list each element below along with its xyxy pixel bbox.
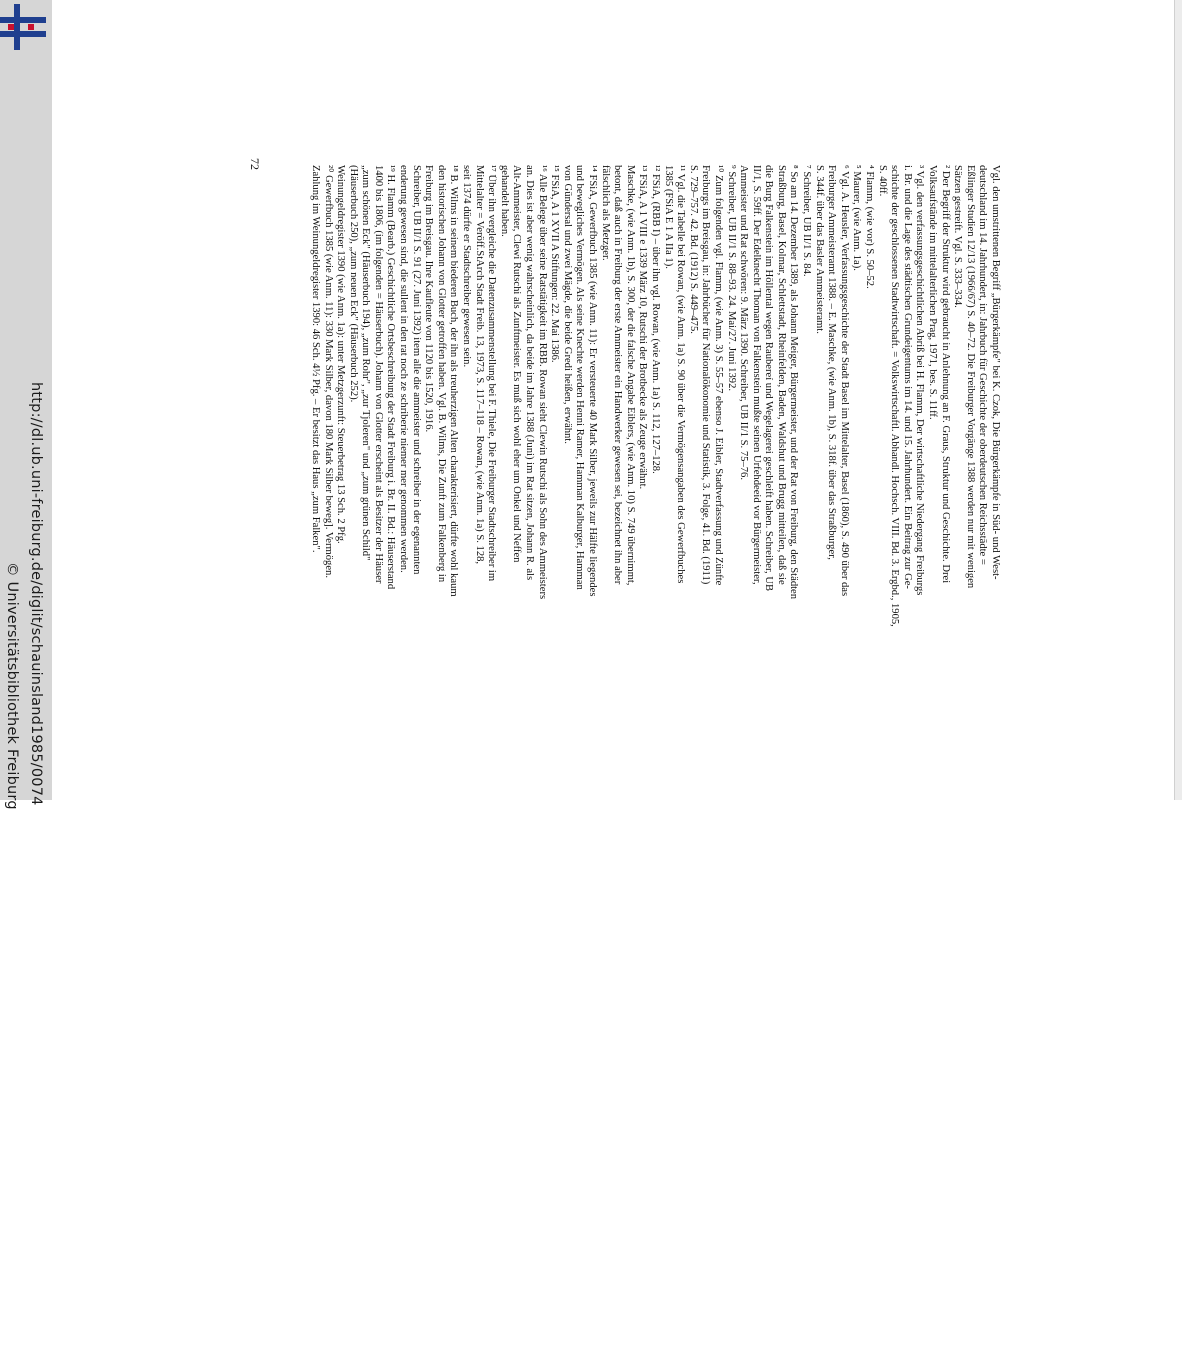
text-line: ⁸ So am 14. Dezember 1389, als Johann Meiger, Bürgermeister, und der Rat von Freiburg, den Städten: [788, 165, 800, 600]
text-line: Mittelalter = Veröff.StArch Stadt Freib. 13, 1973, S. 117–118 – Rowan, (wie Anm. 1a) S. 128,: [473, 165, 485, 565]
text-line: Zahlung im Weinungeldregister 1390: 46 Sch. 4½ Pfg. – Er besitzt das Haus „zum Falken".: [309, 165, 321, 553]
text-line: 1400 bis 1806, (im folgenden = Häuserbuch). Johann von Glotter erscheint als Besitzer der Häuser: [372, 165, 384, 584]
text-line: ¹⁰ Zum folgenden vgl. Flamm, (wie Anm. 3) S. 55–57 ebenso J. Eibler, Stadtverfassung und Zünfte: [712, 165, 724, 586]
text-line: die Burg Falkenstein im Höllental wegen Raubereí und Wegelagerei geschleift haben. Schreiber, UB: [763, 165, 775, 592]
text-line: ¹² FSiA, (RBB I) – über ihn vgl. Rowan, (wie Anm. 1a) S. 112, 127–128.: [649, 165, 661, 474]
text-line: S. 344f. über das Basler Ammeisteramt.: [813, 165, 825, 334]
text-line: ¹⁴ FSiA, Gewerfbuch 1385 (wie Anm. 11): Er versteuerte 40 Mark Silber, jeweils zur Hälfte liegendes: [587, 165, 598, 597]
text-line: ⁵ Maurer, (wie Anm. 1a).: [851, 165, 863, 271]
text-line: an. Dies ist aber wenig wahrscheinlich, da beide im Jahre 1388 (Juni) im Rat sitzen, Johann R. als: [524, 165, 536, 581]
text-line: deutschland im 14. Jahrhundert, in: Jahrbuch für Geschichte der oberdeutschen Reichsstädte =: [977, 165, 989, 565]
viewer-sidebar: [0, 0, 52, 810]
page-number: 72: [248, 158, 262, 170]
text-line: ¹¹ Vgl. die Tabelle bei Rowan, (wie Anm. 1a) S. 90 über die Vermögensangaben des Gewerfbuches: [675, 165, 687, 584]
text-line: enderung gewesen sind, die sullent in den rat noch ze schriberie niemer mer genommen werden.: [398, 165, 410, 573]
text-line: II/1, S. 59ff. Der Edelknecht Thoman von Falkenstein mußte seinen Urfehdeeid vor Bürgermeister,: [750, 165, 762, 585]
text-line: Ammeister und Rat schwören: 9. März 1390. Schreiber, UB II/1 S. 75–76.: [738, 165, 750, 480]
text-line: Eßlinger Studien 12/13 (1966/67) S. 40–72. Die Freiburger Vorgänge 1388 werden nur mit wenigen: [964, 165, 976, 589]
page-edge: [1174, 0, 1182, 800]
text-line: fälschlich als Metzger.: [599, 165, 611, 261]
text-line: ³ Vgl. den verfassungsgeschichtlichen Abriß bei H. Flamm, Der wirtschaftliche Niedergang Freiburgs: [914, 165, 926, 596]
text-line: (Häuserbuch 250), „zum neuen Eck" (Häuserbuch 252).: [347, 165, 359, 403]
text-line: Vgl. den umstrittenen Begriff „Bürgerkämpfe" bei K. Czok, Die Bürgerkämpfe in Süd- und West-: [990, 165, 1001, 580]
footnotes-text: [308, 165, 1001, 635]
text-line: Schreiber, UB II/1 S. 91 (27. Juni 1392) item alle die ammeister und schreiber in der egenannten: [410, 165, 422, 575]
text-line: ⁴ Flamm, (wie vor) S. 50–52.: [864, 165, 876, 289]
source-url[interactable]: http://dl.ub.uni-freiburg.de/diglit/schauinsland1985/0074: [28, 382, 44, 806]
text-line: ¹⁷ Über ihn vergleiche die Datenzusammenstellung bei F. Thiele, Die Freiburger Stadtschreiber im: [486, 165, 498, 582]
text-line: Sätzen gestreift. Vgl. S. 333–334.: [952, 165, 964, 308]
text-line: S. 729–757. 42. Bd. (1912) S. 449–475.: [687, 165, 699, 334]
text-line: und bewegliches Vermögen. Als seine Knechte werden Henni Ramer, Hamman Kalburger, Hamman: [574, 165, 586, 590]
text-line: Volksaufstände im mittelalterlichen Prag, 1971, bes. S. 11ff.: [927, 165, 939, 420]
text-line: seit 1374 dürfte er Stadtschreiber gewesen sein.: [461, 165, 473, 368]
text-line: von Gündersal und zwei Mägde, die beide Gredi heißen, erwähnt.: [561, 165, 573, 444]
copyright-notice: © Universitätsbibliothek Freiburg: [4, 562, 20, 810]
text-line: Freiburg im Breisgau. Ihre Kaufleute von 1120 bis 1520, 1916.: [423, 165, 435, 433]
text-line: Maschke, (wie Anm. 1b), S. 300, der die falsche Angabe Eiblers, (wie Anm. 10) S. 749 übernimmt,: [624, 165, 636, 586]
text-line: den historischen Johann von Glotter getroffen haben. Vgl. B. Wilms, Die Zunft zum Falkenberg in: [435, 165, 447, 583]
text-line: ¹⁸ B. Wilms in seinem biederen Buch, der ihn als treuherzigen Alten charakterisiert, dürfte wohl kaum: [448, 165, 460, 597]
text-line: Alt-Ammeister, Clewi Rutschi als Zunftmeister. Es muß sich wohl eher um Onkel und Neffen: [511, 165, 523, 563]
text-line: gehandelt haben.: [498, 165, 510, 237]
text-line: Weinungeldregister 1390 (wie Anm. 1a): unter Metzgerzunft: Steuerbetrag 13 Sch. 2 Pfg.: [335, 165, 347, 544]
text-line: 1385 (FSiA E 1 A IIa 1).: [662, 165, 674, 269]
text-line: S. 40ff.: [876, 165, 888, 197]
text-line: ⁹ Schreiber, UB II/1 S. 88–93. 24. Mai/27. Juni 1392.: [725, 165, 737, 392]
text-line: Straßburg, Basel, Kolmar, Schlettstadt, Rheinfelden, Baden, Waldshut und Brugg mitteilen, daß sie: [775, 165, 787, 585]
text-line: ¹³ FSiA, A 1 VIII e 1339 März 10, Rutschi der Brotbecke als Zeuge erwähnt.: [637, 165, 649, 490]
text-line: Freiburger Ammeisteramt 1388. – E. Maschke, (wie Anm. 1b), S. 318f. über das Straßburger,: [826, 165, 838, 560]
text-line: ¹⁵ FSiA, A 1 XVII A Stiftungen: 22. Mai 1386.: [549, 165, 561, 363]
text-line: ²⁰ Gewerfbuch 1385 (wie Anm. 11): 330 Mark Silber, davon 180 Mark Silber beweg]. Vermögen.: [322, 165, 334, 579]
text-line: schichte der geschlossenen Stadtwirtschaft. = Volkswirtschaftl. Abhandl. Hochsch. VIII. Bd. 3. Ergbd., 1905,: [889, 165, 901, 627]
text-line: ¹⁶ Alle Belege über seine Ratstätigkeit im RBB. Rowan sieht Clewin Rutschi als Sohn des Ammeisters: [536, 165, 548, 600]
text-line: ⁶ Vgl. A. Heusler, Verfassungsgeschichte der Stadt Basel im Mittelalter, Basel (1860), S. 490 über das: [838, 165, 850, 597]
text-line: ² Der Begriff der Struktur wird gebraucht in Anlehnung an F. Graus, Struktur und Geschichte. Drei: [939, 165, 951, 584]
text-line: ⁷ Schreiber, UB II/1 S. 84.: [801, 165, 813, 277]
text-line: betont, daß auch in Freiburg der erste Ammeister ein Handwerker gewesen sei, bezeichnet ihn aber: [612, 165, 624, 585]
text-line: Freiburgs im Breisgau, in: Jahrbücher für Nationalökonomie und Statistik, 3. Folge, 41. Bd. (1911): [700, 165, 712, 585]
text-line: ¹⁹ H. Flamm (Bearb.) Geschichtliche Ortsbeschreibung der Stadt Freiburg i. Br. II. Bd.: Häuserstand: [385, 165, 397, 590]
text-line: „zum schönen Eck" (Häuserbuch 194), „zum Rohr", „zur Tjoleren" und „zum grünen Schild": [360, 165, 372, 561]
text-line: i. Br. und die Lage des städtischen Grundeigentums im 14. und 15. Jahrhundert. Ein Beitrag zur Ge-: [901, 165, 913, 589]
